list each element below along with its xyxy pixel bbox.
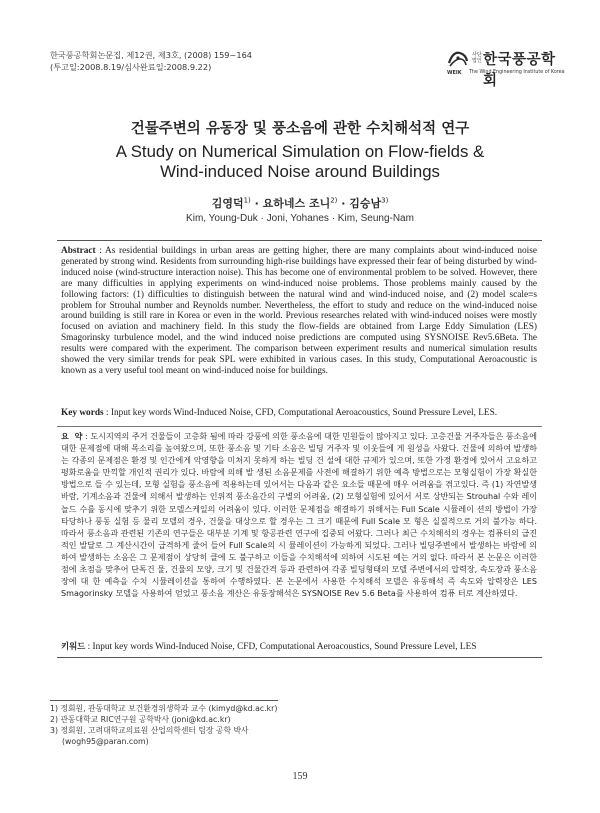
submission-dates: (투고일:2008.8.19/심사완료일:2008.9.22) xyxy=(50,62,212,72)
logo-corp-label: 사단 법인 xyxy=(472,52,482,64)
author-1-affil: 1) xyxy=(243,196,251,205)
author-separator: · xyxy=(337,197,350,210)
paper-title-english xyxy=(0,142,600,182)
abstract-top-rule xyxy=(57,240,542,241)
abstract-label: Abstract xyxy=(61,246,96,256)
page-number: 159 xyxy=(292,771,308,782)
authors-korean xyxy=(0,195,600,211)
logo-name-english: The Wind Engineering Institute of Korea xyxy=(469,70,565,75)
abstract-english xyxy=(61,246,537,377)
keywords-label: Key words xyxy=(61,408,104,418)
title-english-line2: Wind-induced Noise around Buildings xyxy=(160,162,440,181)
abstract-text: : As residential buildings in urban areas are getting higher, there are many complaints about wind-induced noise generated by strong wind. Residents from surrounding high-rise buildings have expressed their fear of being disturbed by wind-induced noise (wind-structure interaction noise). This has become one of environmental problem to be solved. However, there are many difficulties in applying experiments on wind-induced noise problems. Those problems mainly caused by the following factors: (1) difficulties to distinguish between the natural wind and wind-induced noise, and (2) model scale≡s problem for Strouhal number and Reynolds number. Nevertheless, the effort to study and reduce on the wind-induced noise around building is still rare in Korea or even in the world. Previous researches related with wind-induced noises were mostly focused on aviation and machinery field. In this study the flow-fields are obtained from Large Eddy Simulation (LES) Smagorinsky turbulence model, and the wind induced noise predictions are computed using SYSNOISE Rev5.6Beta. The results were compared with the experiment. The comparison between experiment results and numerical simulation results showed the very similar trends for peak SPL were exhibited in various cases. In this study, Computational Aeroacoustic is known as a very useful tool meant on wind-induced noise for buildings. xyxy=(61,246,538,376)
abstract-korean xyxy=(61,431,537,600)
author-1-name: 김영덕 xyxy=(211,197,244,210)
logo-abbr: WEIK xyxy=(447,70,462,76)
abstract-kr-label: 요 약 xyxy=(61,432,83,441)
journal-header xyxy=(50,49,252,73)
logo-name-korean: 한국풍공학회 xyxy=(483,52,556,89)
author-3-name: 김승남 xyxy=(349,197,382,210)
footnote-1: 1) 정회원, 관동대학교 보건환경위생학과 교수 (kimyd@kd.ac.kr) xyxy=(50,704,278,713)
keywords-kr-label: 키워드 xyxy=(61,641,86,651)
author-2-affil: 2) xyxy=(330,196,338,205)
abstract-kr-text: : 도시지역의 주거 건물들이 고층화 됨에 따라 강풍에 의한 풍소음에 대한 민원들이 많아지고 있다. 고층건물 거주자들은 풍소음에 대한 문제점에 대해 목소리를 높여왔으며, 또한 풍소음 및 기타 소음은 빌딩 거주자 및 이웃들에 게 원성을 사왔다. 건물에 의하여 발생하는 각종의 문제점은 환경 및 인간에게 악영향을 미쳐지 못하게 하는 빌딩 건 설에 대한 규제가 있으며, 또한 가정 환경에 있어서 고요하고 평화로움을 만끽할 개인적 권리가 있다. 바람에 의해 발 생된 소음문제를 사전에 해결하기 위한 예측 방법으로는 모형실험이 가장 확실한 방법으로 들 수 있는데, 모형 실험을 풍소음에 적용하는데 있어서는 다음과 같은 요소들 때문에 매우 어려움을 겪고있다. 즉 (1) 자연발생 바람, 기계소음과 건물에 의해서 발생하는 인위적 풍소음간의 구별의 어려움, (2) 모형실험에 있어서 서로 상반되는 Strouhal 수와 레이 놀드 수를 동시에 맞추기 위한 모델스케일의 어려움이 있다. 이러한 문제점을 해결하기 위해서는 Full Scale 시뮬레이 션의 방법이 가장 타당하나 풍동 실험 등 물리 모델의 경우, 건물을 대상으로 할 경우는 그 크기 때문에 Full Scale 모 형은 실질적으로 거의 불가능 하다. 따라서 풍소음과 관련된 기존의 연구들은 대부분 기계 및 항공관련 연구에 집중되 어왔다. 그러나 최근 수치해석의 경우는 컴퓨터의 급진적인 발달로 그 계산시간이 급격하게 줄어 들어 Full Scale의 시 뮬레이션이 가능하게 되었다. 그러나 빌딩주변에서 발생하는 바람에 의하여 발생하는 소음은 그 문제점이 상당히 클에 도 불구하고 이들을 수치해석에 의하여 시도된 예는 거의 없다. 따라서 본 논문은 이러한 점에 초점을 맞추어 단독건 물, 건물의 모양, 크기 및 건물간격 등과 관련하여 각종 빌딩형태의 모델 주변에서의 압력장, 속도장과 풍소음장에 대 한 예측을 수치 시뮬레이션을 통하여 수행하였다. 본 논문에서 사용한 수치해석 모델은 유동해석 즉 속도와 압력장은 LES Smagorinsky 모델을 사용하여 얻었고 풍소음 계산은 유동장해석은 SYSNOISE Rev 5.6 Beta를 사용하여 컴퓨 터로 계산하였다. xyxy=(61,432,538,599)
footnote-rule xyxy=(50,700,278,701)
paper-title-korean: 건물주변의 유동장 및 풍소음에 관한 수치해석적 연구 xyxy=(130,121,470,137)
footnote-3: 3) 정회원, 고려대학교의료원 산업의학센터 팀장 공학 박사 xyxy=(50,726,249,735)
weik-emblem-icon xyxy=(447,49,469,69)
footnotes xyxy=(50,703,450,747)
keywords-kr-text: : Input key words Wind-Induced Noise, CFD, Computational Aeroacoustics, Sound Pressure Level, LES xyxy=(87,642,477,652)
abstract-bottom-rule xyxy=(57,657,542,658)
footnote-2: 2) 관동대학교 RIC연구원 공학박사 (joni@kd.ac.kr) xyxy=(50,715,231,724)
author-2-name: 요하네스 조니 xyxy=(262,197,331,210)
journal-citation: 한국풍공학회논문집, 제12권, 제3호, (2008) 159~164 xyxy=(50,50,253,60)
section-divider xyxy=(57,426,542,427)
author-3-affil: 3) xyxy=(381,196,389,205)
society-logo xyxy=(447,46,565,89)
keywords-english xyxy=(61,408,537,418)
title-english-line1: A Study on Numerical Simulation on Flow-fields & xyxy=(115,142,485,161)
author-separator: · xyxy=(250,197,263,210)
footnote-3-email: (wogh95@paran.com) xyxy=(62,737,149,746)
keywords-korean xyxy=(61,640,537,652)
keywords-text: : Input key words Wind-Induced Noise, CFD, Computational Aeroacoustics, Sound Pressure Level, LES. xyxy=(105,408,498,418)
authors-english: Kim, Young-Duk · Joni, Yohanes · Kim, Seung-Nam xyxy=(186,213,414,224)
